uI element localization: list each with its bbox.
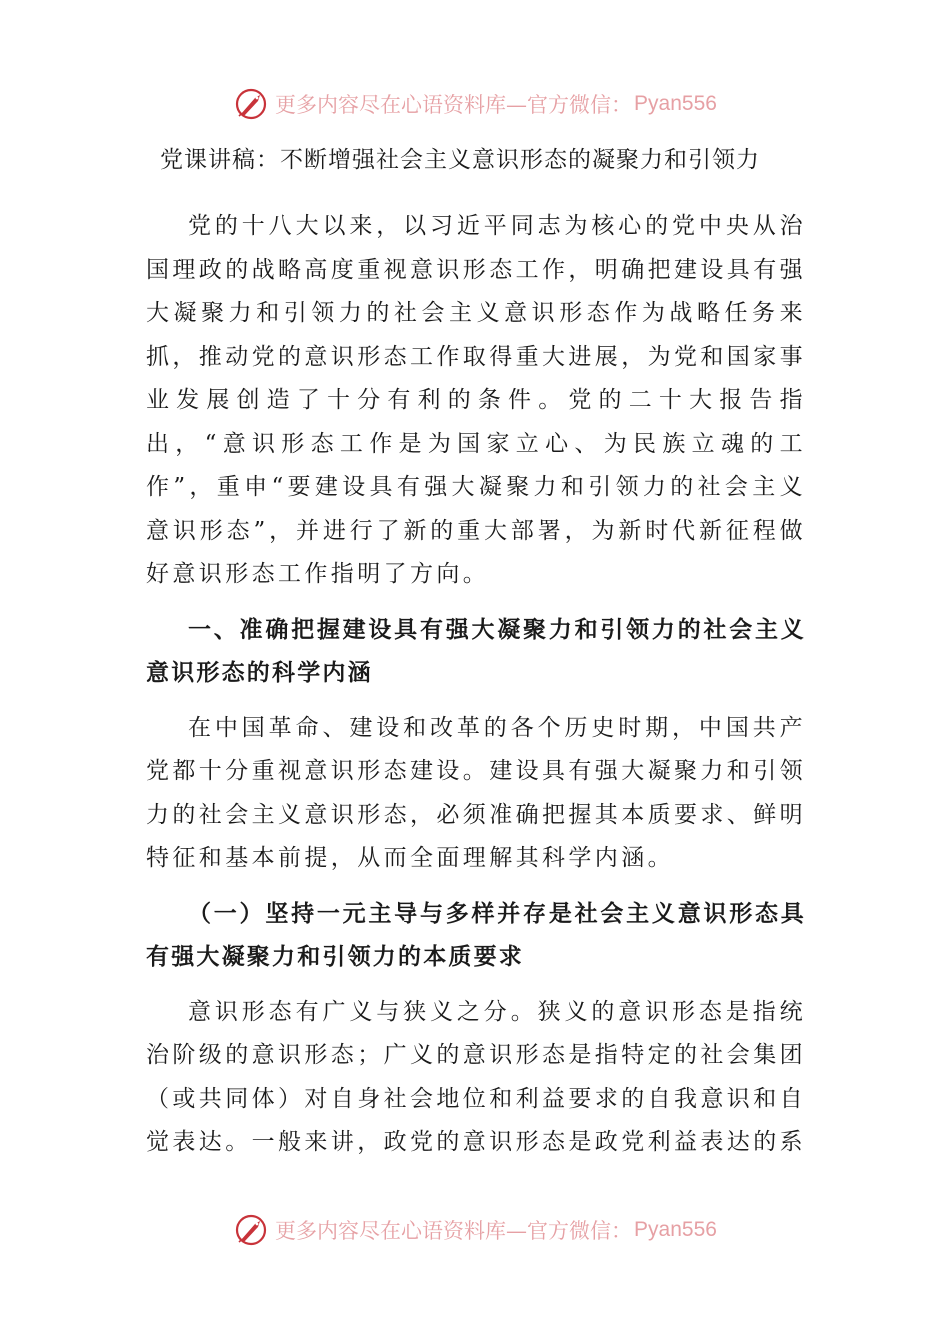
paragraph-subsection-1: 意识形态有广义与狭义之分。狭义的意识形态是指统治阶级的意识形态；广义的意识形态是指特定的社会集团（或共同体）对自身社会地位和利益要求的自我意识和自觉表达。一般来讲，政党的意识形态是政党利益表达的系 [146,998,806,1155]
paragraph-intro: 党的十八大以来，以习近平同志为核心的党中央从治国理政的战略高度重视意识形态工作，明确把建设具有强大凝聚力和引领力的社会主义意识形态作为战略任务来抓，推动党的意识形态工作取得重大进展，为党和国家事业发展创造了十分有利的条件。党的二十大报告指出，“意识形态工作是为国家立心、为民族立魂的工作”，重申“要建设具有强大凝聚力和引领力的社会主义意识形态”，并进行了新的重大部署，为新时代新征程做好意识形态工作指明了方向。 [146,213,806,587]
document-body [146,205,806,1165]
document-title: 党课讲稿：不断增强社会主义意识形态的凝聚力和引领力 [160,147,760,173]
header-watermark-banner [0,82,950,126]
footer-watermark-banner [0,1208,950,1252]
pen-nib-logo-icon [233,1212,269,1248]
banner-text: 更多内容尽在心语资料库—官方微信： [275,93,633,117]
paragraph-section-1: 在中国革命、建设和改革的各个历史时期，中国共产党都十分重视意识形态建设。建设具有强大凝聚力和引领力的社会主义意识形态，必须准确把握其本质要求、鲜明特征和基本前提，从而全面理解其科学内涵。 [146,714,806,871]
banner-text: 更多内容尽在心语资料库—官方微信： [275,1219,633,1243]
pen-nib-logo-icon [233,86,269,122]
subsection-heading-1: （一）坚持一元主导与多样并存是社会主义意识形态具有强大凝聚力和引领力的本质要求 [146,900,806,970]
section-heading-1: 一、准确把握建设具有强大凝聚力和引领力的社会主义意识形态的科学内涵 [146,616,806,686]
banner-wechat-id: Pyan556 [634,1218,717,1241]
banner-wechat-id: Pyan556 [634,92,717,115]
